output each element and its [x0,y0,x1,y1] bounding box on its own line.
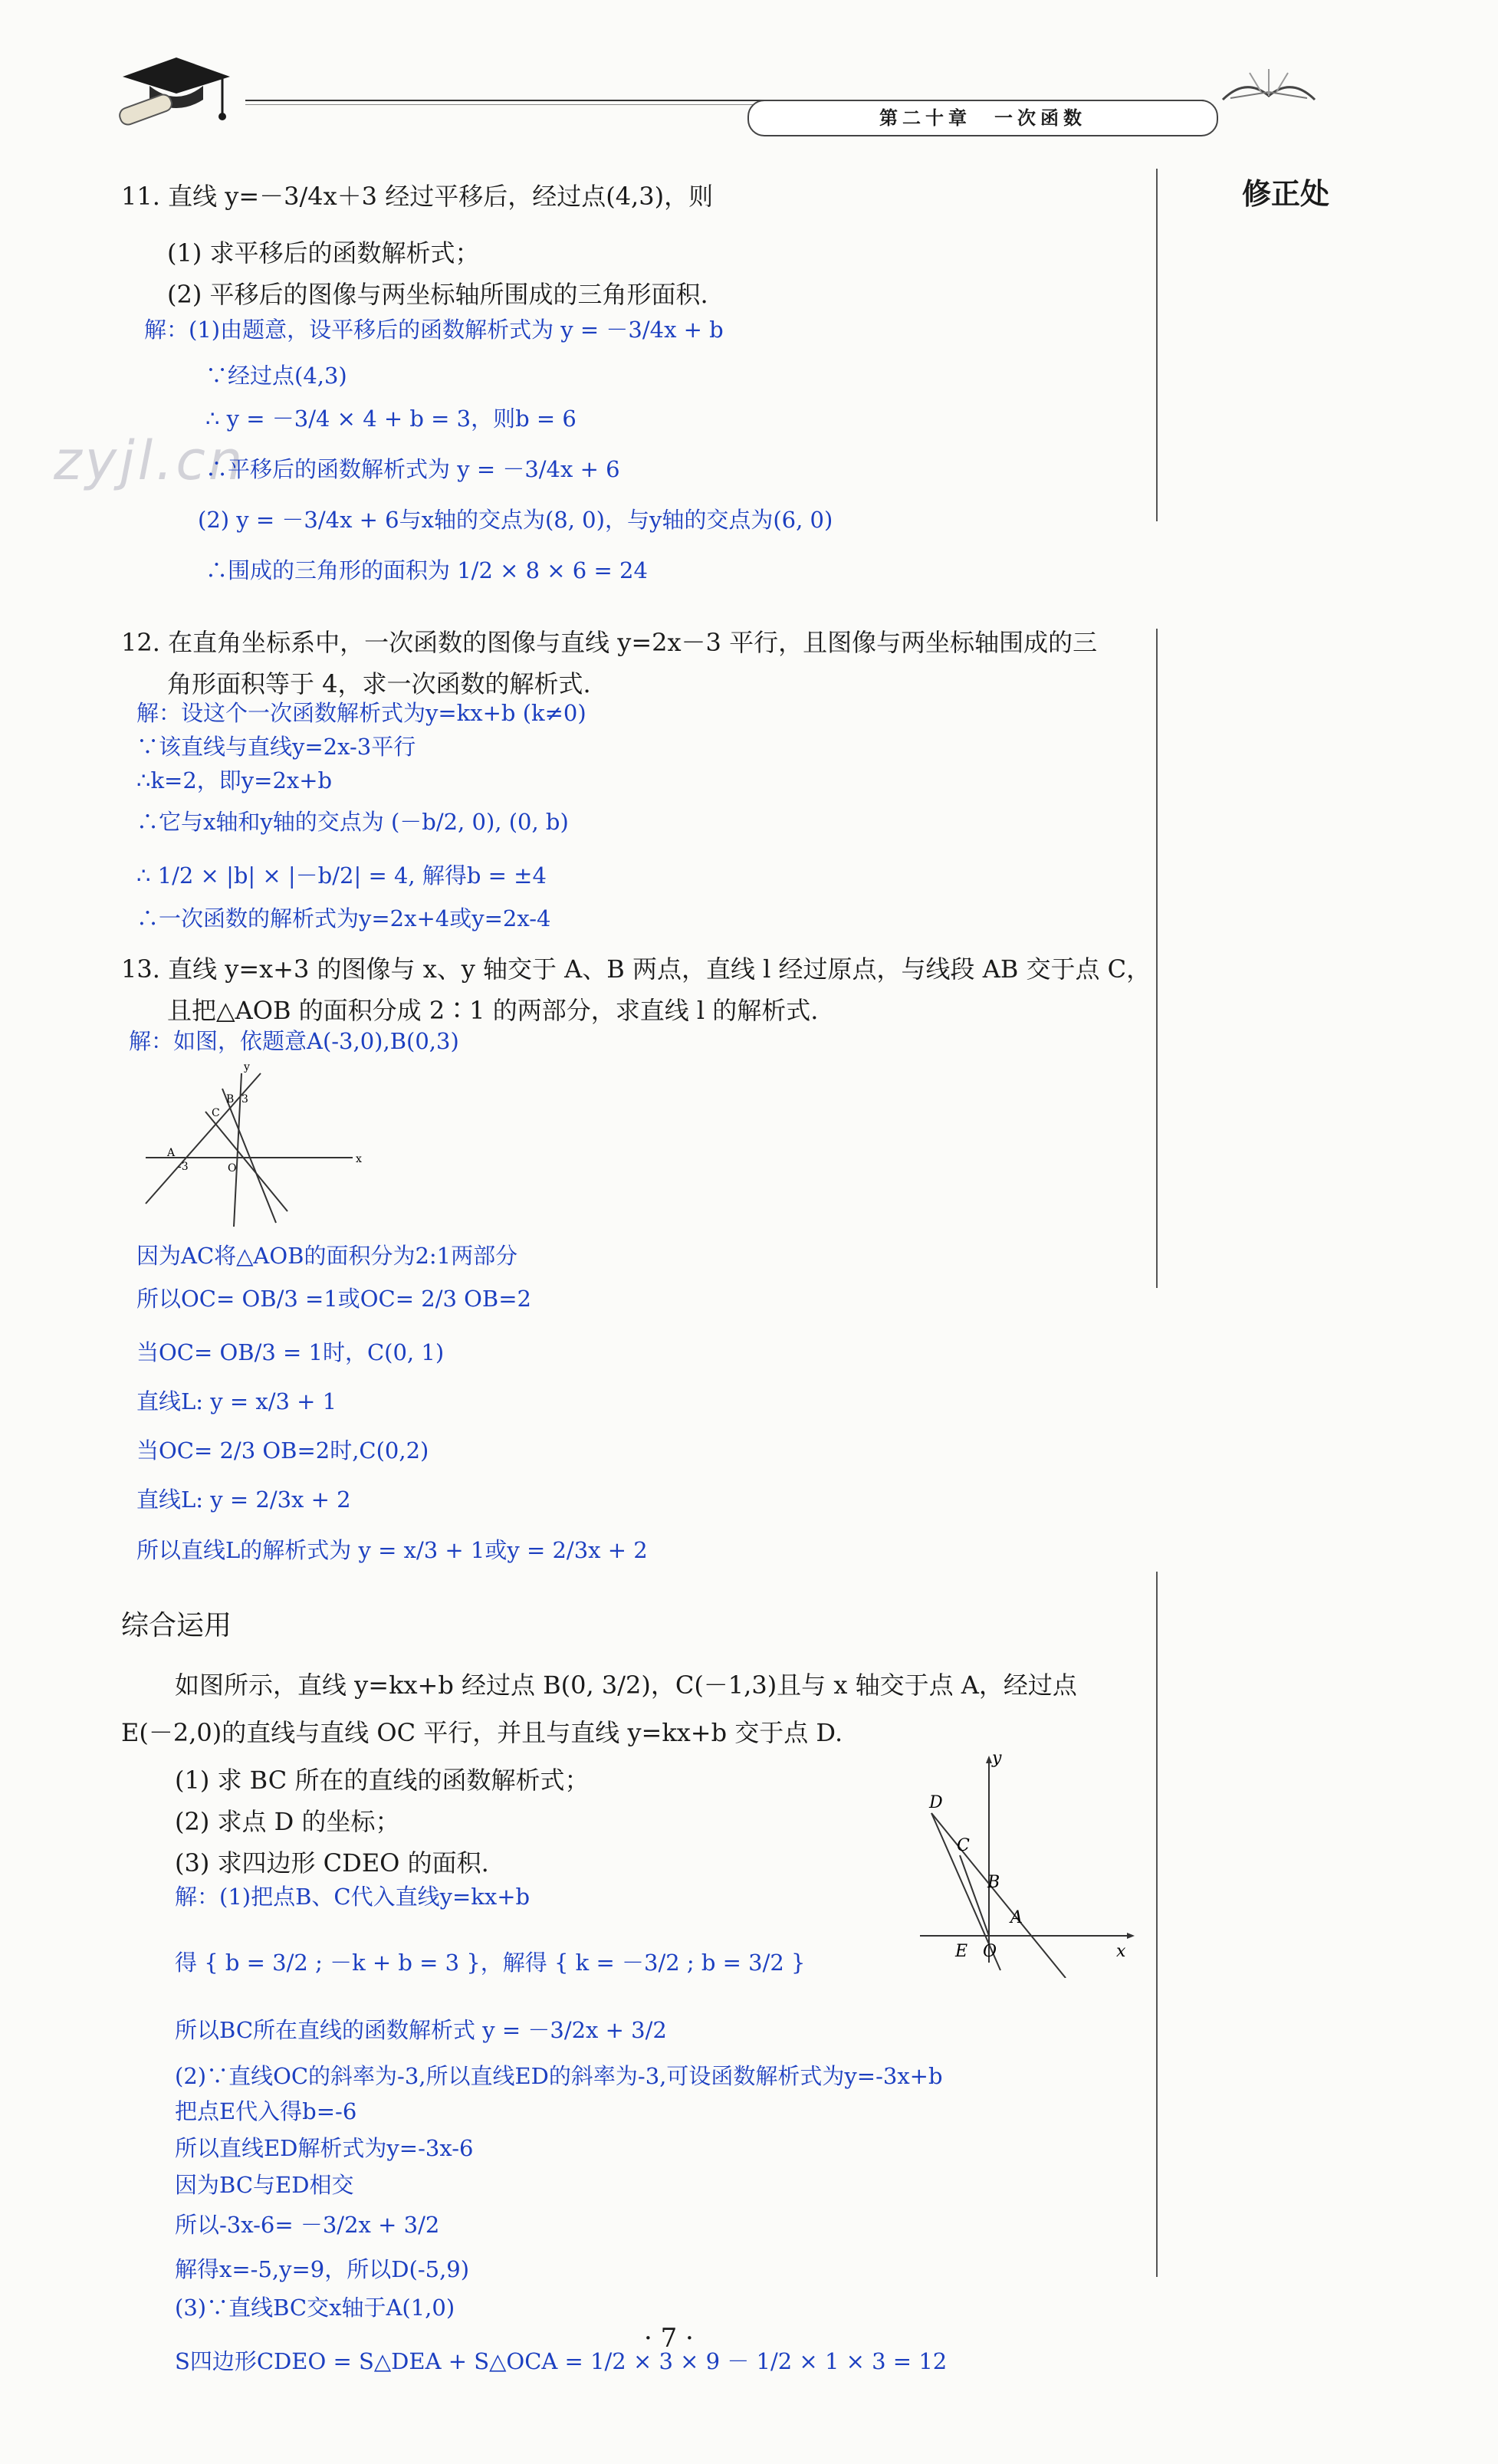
q14-text-2: E(－2,0)的直线与直线 OC 平行，并且与直线 y=kx+b 交于点 D. [121,1718,843,1747]
correction-column-title: 修正处 [1242,177,1330,211]
q14-sub1: (1) 求 BC 所在的直线的函数解析式； [175,1766,590,1795]
q12-text-2: 角形面积等于 4，求一次函数的解析式. [167,669,591,698]
q13-answer-line: 当OC= 2/3 OB=2时,C(0,2) [136,1437,429,1464]
q13-answer-line: 所以OC= OB/3 =1或OC= 2/3 OB=2 [136,1286,531,1312]
q14-answer-line: 得 { b = 3/2 ; －k + b = 3 }，解得 { k = －3/2 ; b = 3/2 } [175,1950,806,1976]
line-bc [931,1813,1066,1978]
q13-answer-line: 直线L: y = 2/3x + 2 [136,1487,351,1513]
graduation-cap-icon [107,46,245,130]
line-oc [960,1855,989,1936]
q11-answer-line: 解：(1)由题意，设平移后的函数解析式为 y = －3/4x + b [144,317,724,343]
fig-label-x: x [356,1153,362,1165]
q13-figure [138,1058,368,1227]
margin-rule-2 [1156,629,1158,1288]
q14-answer-line: 因为BC与ED相交 [175,2172,354,2198]
fig-label-c: C [212,1107,220,1119]
fig-label-o: O [983,1942,997,1961]
fig-label-b: B [987,1873,1000,1892]
q13-answer-line: 因为AC将△AOB的面积分为2:1两部分 [136,1243,518,1269]
q13-answer-line: 所以直线L的解析式为 y = x/3 + 1或y = 2/3x + 2 [136,1537,648,1563]
q12-answer-line: ∴ 1/2 × |b| × |－b/2| = 4, 解得b = ±4 [136,862,547,889]
margin-rule-1 [1156,169,1158,521]
q13-text-2: 且把△AOB 的面积分成 2∶1 的两部分，求直线 l 的解析式. [167,996,819,1025]
q14-answer-line: 所以直线ED解析式为y=-3x-6 [175,2135,474,2161]
q11-answer-line: ∵经过点(4,3) [205,363,347,389]
page-number: · 7 · [644,2323,694,2354]
q14-answer-line: (2)∵直线OC的斜率为-3,所以直线ED的斜率为-3,可设函数解析式为y=-3x+b [175,2063,943,2089]
q11-sub2: (2) 平移后的图像与两坐标轴所围成的三角形面积. [167,280,708,309]
q11-answer-line: (2) y = －3/4x + 6与x轴的交点为(8, 0)，与y轴的交点为(6, 0) [198,507,833,533]
fig-label-a: A [167,1147,176,1159]
q14-answer-line: 解得x=-5,y=9，所以D(-5,9) [175,2256,470,2282]
q14-figure [912,1748,1142,1978]
q12-answer-line: ∴一次函数的解析式为y=2x+4或y=2x-4 [136,905,551,931]
fig-label-y: y [244,1061,250,1073]
q14-answer-line: 所以-3x-6= －3/2x + 3/2 [175,2212,440,2238]
q14-sub2: (2) 求点 D 的坐标； [175,1807,400,1836]
line-l1 [205,1112,287,1211]
q14-text-1: 如图所示，直线 y=kx+b 经过点 B(0, 3/2)，C(－1,3)且与 x 轴交于点 A，经过点 [175,1671,1077,1700]
watermark: zyjl.cn [54,429,246,492]
q11-answer-line: ∴围成的三角形的面积为 1/2 × 8 × 6 = 24 [205,557,648,583]
fig-label-c: C [957,1836,970,1855]
margin-rule-3 [1156,1572,1158,2277]
fig-label-a: A [1010,1908,1023,1927]
q12-answer-line: ∵该直线与直线y=2x-3平行 [136,734,416,760]
q14-answer-line: 所以BC所在直线的函数解析式 y = －3/2x + 3/2 [175,2017,667,2043]
q12-answer-line: 解：设这个一次函数解析式为y=kx+b (k≠0) [136,700,586,726]
q12-answer-line: ∴它与x轴和y轴的交点为 (－b/2, 0), (0, b) [136,809,569,835]
section-title: 综合运用 [121,1610,232,1641]
q14-answer-line: (3)∵直线BC交x轴于A(1,0) [175,2295,455,2321]
q12-text-1: 12. 在直角坐标系中，一次函数的图像与直线 y=2x－3 平行，且图像与两坐标轴围成的三 [121,628,1098,657]
fig-label-d: D [929,1793,943,1812]
q14-answer-line: 解：(1)把点B、C代入直线y=kx+b [175,1884,531,1910]
q13-answer-line: 当OC= OB/3 = 1时，C(0, 1) [136,1339,445,1365]
fig-label-y: y [992,1749,1002,1768]
line-l2 [222,1089,276,1223]
q12-answer-line: ∴k=2，即y=2x+b [136,767,333,793]
fig-label-neg3: -3 [178,1161,189,1173]
q11-answer-line: ∴平移后的函数解析式为 y = －3/4x + 6 [205,456,620,482]
q11-sub1: (1) 求平移后的函数解析式； [167,238,480,268]
chapter-title: 第二十章 一次函数 [747,100,1218,136]
q14-answer-line: 把点E代入得b=-6 [175,2098,357,2124]
fig-label-3: 3 [241,1093,248,1106]
fig-label-o: O [228,1162,237,1175]
q14-answer-line: S四边形CDEO = S△DEA + S△OCA = 1/2 × 3 × 9 － 1/2 × 1 × 3 = 12 [175,2348,948,2374]
fig-label-x: x [1116,1942,1126,1961]
fig-label-e: E [955,1942,968,1961]
q11-text: 11. 直线 y=－3/4x＋3 经过平移后，经过点(4,3)，则 [121,182,714,211]
q11-answer-line: ∴ y = －3/4 × 4 + b = 3，则b = 6 [205,406,577,432]
open-book-icon [1215,61,1322,107]
q14-sub3: (3) 求四边形 CDEO 的面积. [175,1848,489,1878]
q13-answer-intro: 解：如图，依题意A(-3,0),B(0,3) [129,1028,459,1054]
q13-text-1: 13. 直线 y=x+3 的图像与 x、y 轴交于 A、B 两点，直线 l 经过原点，与线段 AB 交于点 C， [121,954,1151,984]
fig-label-b: B [226,1093,235,1106]
q13-answer-line: 直线L: y = x/3 + 1 [136,1388,337,1414]
